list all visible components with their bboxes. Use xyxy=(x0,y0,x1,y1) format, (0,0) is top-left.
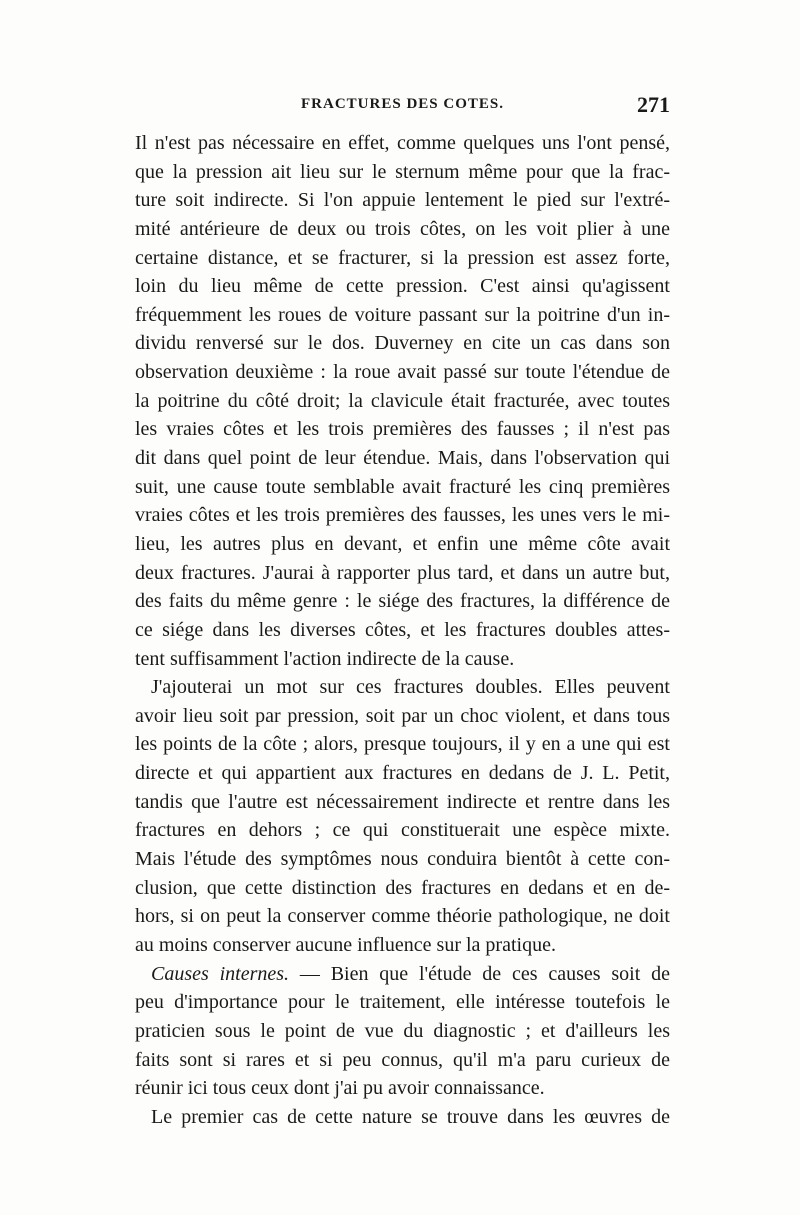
text-line: tent suffisamment l'action indirecte de la cause. xyxy=(135,647,515,670)
text-line: hors, si on peut la conserver comme théorie pathologique, ne doit xyxy=(135,905,670,928)
text-line: observation deuxième : la roue avait passé sur toute l'étendue de xyxy=(135,361,670,384)
running-head: FRACTURES DES COTES. xyxy=(301,96,504,112)
text-line-rest: — Bien que l'étude de ces causes soit de xyxy=(299,962,670,985)
text-line: ture soit indirecte. Si l'on appuie lentement le pied sur l'extré- xyxy=(135,189,670,212)
text-line: les points de la côte ; alors, presque toujours, il y en a une qui est xyxy=(135,733,670,756)
page-number: 271 xyxy=(637,92,670,117)
text-line: lieu, les autres plus en devant, et enfin une même côte avait xyxy=(135,532,670,555)
text-line: deux fractures. J'aurai à rapporter plus tard, et dans un autre but, xyxy=(135,561,670,584)
text-line: loin du lieu même de cette pression. C'est ainsi qu'agissent xyxy=(135,275,670,298)
text-line: tandis que l'autre est nécessairement indirecte et rentre dans les xyxy=(135,790,670,813)
text-line-with-heading xyxy=(135,960,670,989)
section-heading: Causes internes. xyxy=(151,962,290,985)
text-line: que la pression ait lieu sur le sternum même pour que la frac- xyxy=(135,160,670,183)
text-line: des faits du même genre : le siége des fractures, la différence de xyxy=(135,590,670,613)
text-line: ce siége dans les diverses côtes, et les fractures doubles attes- xyxy=(135,618,670,641)
text-line: Il n'est pas nécessaire en effet, comme quelques uns l'ont pensé, xyxy=(135,132,670,154)
text-line: peu d'importance pour le traitement, elle intéresse toutefois le xyxy=(135,991,670,1014)
text-line: dit dans quel point de leur étendue. Mais, dans l'observation qui xyxy=(135,447,670,470)
text-line: au moins conserver aucune influence sur la pratique. xyxy=(135,933,556,956)
text-line: faits sont si rares et si peu connus, qu'il m'a paru curieux de xyxy=(135,1048,670,1071)
text-line: vraies côtes et les trois premières des fausses, les unes vers le mi- xyxy=(135,504,670,527)
text-line: dividu renversé sur le dos. Duverney en cite un cas dans son xyxy=(135,332,670,355)
text-line: J'ajouterai un mot sur ces fractures doubles. Elles peuvent xyxy=(151,676,670,699)
text-line: réunir ici tous ceux dont j'ai pu avoir connaissance. xyxy=(135,1077,545,1100)
text-line: la poitrine du côté droit; la clavicule était fracturée, avec toutes xyxy=(135,389,670,412)
text-line: directe et qui appartient aux fractures en dedans de J. L. Petit, xyxy=(135,762,670,785)
body-text xyxy=(135,129,670,1131)
text-line: Mais l'étude des symptômes nous conduira bientôt à cette con- xyxy=(135,848,670,871)
text-line: Le premier cas de cette nature se trouve dans les œuvres de xyxy=(151,1105,670,1128)
text-line: certaine distance, et se fracturer, si la pression est assez forte, xyxy=(135,246,670,269)
page-header xyxy=(135,92,670,122)
text-line: fractures en dehors ; ce qui constituerait une espèce mixte. xyxy=(135,819,670,842)
text-line: les vraies côtes et les trois premières des fausses ; il n'est pas xyxy=(135,418,670,441)
text-line: mité antérieure de deux ou trois côtes, on les voit plier à une xyxy=(135,217,670,240)
text-line: avoir lieu soit par pression, soit par un choc violent, et dans tous xyxy=(135,704,670,727)
text-line: praticien sous le point de vue du diagnostic ; et d'ailleurs les xyxy=(135,1019,670,1042)
text-line: clusion, que cette distinction des fractures en dedans et en de- xyxy=(135,876,670,899)
text-line: fréquemment les roues de voiture passant sur la poitrine d'un in- xyxy=(135,303,670,326)
text-line: suit, une cause toute semblable avait fracturé les cinq premières xyxy=(135,475,670,498)
